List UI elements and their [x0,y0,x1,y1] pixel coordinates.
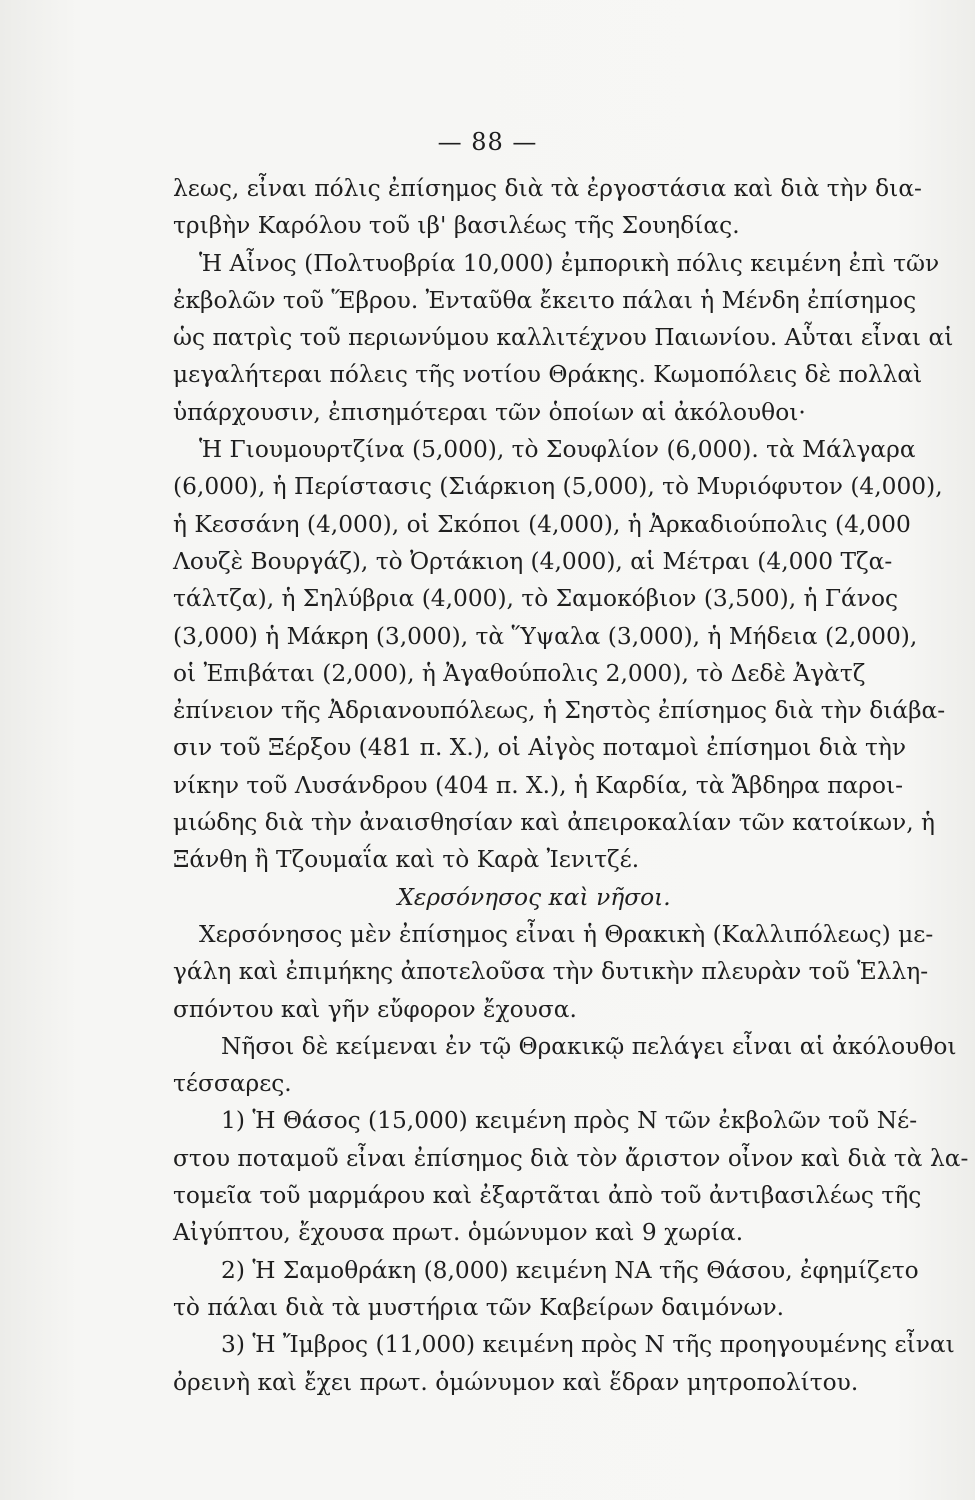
text-line: λεως, εἶναι πόλις ἐπίσημος διὰ τὰ ἐργοστάσια καὶ διὰ τὴν δια- [173,175,922,202]
text-line: ἐκβολῶν τοῦ Ἕβρου. Ἐνταῦθα ἔκειτο πάλαι ἡ Μένδη ἐπίσημος [173,286,917,314]
text-line: Ξάνθη ἢ Τζουμαΐα καὶ τὸ Καρὰ Ἰενιτζέ. [173,846,640,874]
text-line: μιώδης διὰ τὴν ἀναισθησίαν καὶ ἀπειροκαλίαν τῶν κατοίκων, ἡ [173,809,935,837]
text-line: 1) Ἡ Θάσος (15,000) κειμένη πρὸς Ν τῶν ἐκβολῶν τοῦ Νέ- [221,1107,918,1135]
text-line: ὡς πατρὶς τοῦ περιωνύμου καλλιτέχνου Παιωνίου. Αὗται εἶναι αἱ [173,324,954,352]
text-line: τομεῖα τοῦ μαρμάρου καὶ ἐξαρτᾶται ἀπὸ τοῦ ἀντιβασιλέως τῆς [173,1182,922,1210]
text-line: ὑπάρχουσιν, ἐπισημότεραι τῶν ὁποίων αἱ ἀκόλουθοι· [173,398,806,426]
text-line: σιν τοῦ Ξέρξου (481 π. Χ.), οἱ Αἰγὸς ποταμοὶ ἐπίσημοι διὰ τὴν [173,734,907,762]
text-line: Χερσόνησος μὲν ἐπίσημος εἶναι ἡ Θρακικὴ (Καλλιπόλεως) με- [199,920,934,948]
text-line: νίκην τοῦ Λυσάνδρου (404 π. Χ.), ἡ Καρδία, τὰ Ἄβδηρα παροι- [173,771,904,799]
text-line: ἐπίνειον τῆς Ἀδριανουπόλεως, ἡ Σηστὸς ἐπίσημος διὰ τὴν διάβα- [173,697,946,725]
text-line: Ἡ Αἶνος (Πολτυοβρία 10,000) ἐμπορικὴ πόλις κειμένη ἐπὶ τῶν [199,249,940,277]
text-line: 2) Ἡ Σαμοθράκη (8,000) κειμένη ΝΑ τῆς Θάσου, ἐφημίζετο [221,1256,919,1284]
text-line: σπόντου καὶ γῆν εὔφορον ἔχουσα. [173,995,577,1023]
text-line: Αἰγύπτου, ἔχουσα πρωτ. ὁμώνυμον καὶ 9 χωρία. [173,1219,744,1247]
text-line: 3) Ἡ Ἴμβρος (11,000) κειμένη πρὸς Ν τῆς προηγουμένης εἶναι [221,1331,955,1359]
text-line: οἱ Ἐπιβάται (2,000), ἡ Ἀγαθούπολις 2,000), τὸ Δεδὲ Ἀγὰτζ [173,659,866,687]
text-line: τάλτζα), ἡ Σηλύβρια (4,000), τὸ Σαμοκόβιον (3,500), ἡ Γάνος [173,585,899,613]
text-line: (3,000) ἡ Μάκρη (3,000), τὰ Ὕψαλα (3,000), ἡ Μήδεια (2,000), [173,622,918,650]
text-line: Λουζὲ Βουργάζ), τὸ Ὀρτάκιοη (4,000), αἱ Μέτραι (4,000 Τζα- [173,547,893,575]
page-body [173,170,969,1401]
text-line: μεγαλήτεραι πόλεις τῆς νοτίου Θράκης. Κωμοπόλεις δὲ πολλαὶ [173,361,923,389]
text-line: Ἡ Γιουμουρτζίνα (5,000), τὸ Σουφλίον (6,000). τὰ Μάλγαρα [199,436,916,464]
text-line: τέσσαρες. [173,1070,292,1098]
page-number: — 88 — [437,128,538,156]
text-line: ἡ Κεσσάνη (4,000), οἱ Σκόποι (4,000), ἡ Ἀρκαδιούπολις (4,000 [173,510,911,538]
text-line: (6,000), ἡ Περίστασις (Σιάρκιοη (5,000), τὸ Μυριόφυτον (4,000), [173,473,943,501]
text-line: τριβὴν Καρόλου τοῦ ιβ' βασιλέως τῆς Σουηδίας. [173,212,740,240]
section-heading: Χερσόνησος καὶ νῆσοι. [397,883,671,911]
text-line: στου ποταμοῦ εἶναι ἐπίσημος διὰ τὸν ἄριστον οἶνον καὶ διὰ τὰ λα- [173,1144,969,1172]
text-line: τὸ πάλαι διὰ τὰ μυστήρια τῶν Καβείρων δαιμόνων. [173,1293,785,1321]
text-line: ὀρεινὴ καὶ ἔχει πρωτ. ὁμώνυμον καὶ ἕδραν μητροπολίτου. [173,1368,859,1396]
text-line: γάλη καὶ ἐπιμήκης ἀποτελοῦσα τὴν δυτικὴν πλευρὰν τοῦ Ἑλλη- [173,958,929,986]
text-line: Νῆσοι δὲ κείμεναι ἐν τῷ Θρακικῷ πελάγει εἶναι αἱ ἀκόλουθοι [221,1032,957,1060]
